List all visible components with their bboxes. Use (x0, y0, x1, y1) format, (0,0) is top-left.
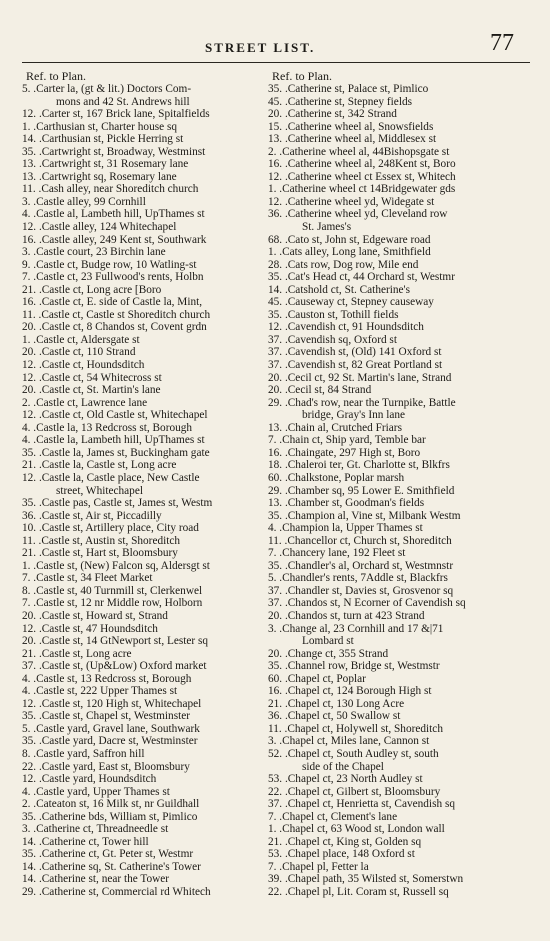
street-entry: 37. .Cavendish st, (Old) 141 Oxford st (268, 346, 442, 359)
street-entry: 35. .Causton st, Tothill fields (268, 308, 399, 321)
street-entry: 68. .Cato st, John st, Edgeware road (268, 233, 431, 246)
street-entry: 16. .Chapel ct, 124 Borough High st (268, 685, 432, 698)
street-entry: 7. .Chain ct, Ship yard, Temble bar (268, 434, 426, 447)
street-entry: 20. .Change ct, 355 Strand (268, 647, 389, 660)
street-entry: 16. .Catherine wheel al, 248Kent st, Boro (268, 158, 456, 171)
street-entry: 7. .Chancery lane, 192 Fleet st (268, 547, 406, 560)
street-entry: 4. .Castle st, 13 Redcross st, Borough (22, 672, 192, 685)
street-entry: 7. .Chapel ct, Clement's lane (268, 810, 398, 823)
street-entry: 35. .Champion al, Vine st, Milbank Westm (268, 509, 461, 522)
street-entry: 3. .Catherine ct, Threadneedle st (22, 823, 169, 836)
street-entry: 1. .Castle st, (New) Falcon sq, Aldersgt st (22, 559, 210, 572)
street-entry: 52. .Chapel ct, South Audley st, south (268, 747, 439, 760)
street-entry: 20. .Castle ct, 8 Chandos st, Covent grdn (22, 321, 207, 334)
street-entry: 4. .Castle la, Lambeth hill, UpThames st (22, 434, 205, 447)
street-entry: 1. .Catherine wheel ct 14Bridgewater gds (268, 183, 456, 196)
street-entry: 3. .Chapel ct, Miles lane, Cannon st (268, 735, 430, 748)
street-entry: 13. .Chain al, Crutched Friars (268, 421, 402, 434)
street-entry: 22. .Castle yard, East st, Bloomsbury (22, 760, 190, 773)
street-entry: 1. .Carthusian st, Charter house sq (22, 120, 177, 133)
right-column (268, 70, 530, 899)
street-entry: 35. .Catherine bds, William st, Pimlico (22, 810, 198, 823)
street-entry: 36. .Catherine wheel yd, Cleveland row (268, 208, 448, 221)
street-entry: 4. .Castle yard, Upper Thames st (22, 785, 170, 798)
street-entry: 21. .Castle st, Hart st, Bloomsbury (22, 547, 178, 560)
street-entry: 35. .Castle yard, Dacre st, Westminster (22, 735, 198, 748)
street-entry: 20. .Castle ct, St. Martin's lane (22, 384, 161, 397)
street-entry: street, Whitechapel (56, 484, 143, 497)
street-entry: 22. .Chapel pl, Lit. Coram st, Russell sq (268, 886, 449, 898)
street-entry: 20. .Castle ct, 110 Strand (22, 346, 136, 359)
street-entry: 60. .Chalkstone, Poplar marsh (268, 471, 405, 484)
street-entry: 5. .Carter la, (gt & lit.) Doctors Com- (22, 83, 192, 95)
street-entry: 3. .Castle court, 23 Birchin lane (22, 246, 166, 259)
street-entry: 35. .Chandler's al, Orchard st, Westmnstr (268, 559, 454, 572)
street-entry: 11. .Chancellor ct, Church st, Shoreditch (268, 534, 452, 547)
street-entry: 12. .Castle ct, 54 Whitecross st (22, 371, 162, 384)
street-entry: 3. .Castle alley, 99 Cornhill (22, 195, 146, 208)
street-entry: 3. .Change al, 23 Cornhill and 17 &|71 (268, 622, 444, 635)
street-entry: 35. .Cat's Head ct, 44 Orchard st, Westmr (268, 271, 455, 284)
street-entry: 35. .Castle pas, Castle st, James st, Westm (22, 497, 213, 510)
street-entry: 21. .Castle ct, Long acre [Boro (22, 283, 162, 296)
street-entry: 21. .Castle st, Long acre (22, 647, 132, 660)
street-entry: 13. .Cartwright sq, Rosemary lane (22, 170, 177, 183)
street-entry: 14. .Catherine ct, Tower hill (22, 835, 149, 848)
street-entry: 20. .Catherine st, 342 Strand (268, 108, 397, 121)
column-heading: Ref. to Plan. (26, 69, 86, 83)
running-title: STREET LIST. (205, 40, 316, 55)
street-entry: 11. .Castle ct, Castle st Shoreditch church (22, 308, 211, 321)
street-entry: 1. .Castle ct, Aldersgate st (22, 333, 140, 346)
page-number: 77 (490, 30, 514, 56)
street-entry: 12. .Catherine wheel ct Essex st, Whitech (268, 170, 456, 183)
street-entry: 4. .Castle st, 222 Upper Thames st (22, 685, 178, 698)
street-entry: Lombard st (302, 635, 354, 648)
street-entry: 7. .Chapel pl, Fetter la (268, 860, 369, 873)
street-entry: 8. .Castle yard, Saffron hill (22, 747, 145, 760)
street-entry: 13. .Chamber st, Goodman's fields (268, 497, 425, 510)
street-entry: 14. .Catshold ct, St. Catherine's (268, 283, 410, 296)
street-entry: 53. .Chapel ct, 23 North Audley st (268, 773, 423, 786)
street-entry: 18. .Chaleroi ter, Gt. Charlotte st, Blkfrs (268, 459, 450, 472)
street-entry: 20. .Cecil st, 84 Strand (268, 384, 372, 397)
street-entry: 5. .Chandler's rents, 7Addle st, Blackfrs (268, 572, 448, 585)
street-entry: 28. .Cats row, Dog row, Mile end (268, 258, 419, 271)
street-entry: 20. .Chandos st, turn at 423 Strand (268, 609, 425, 622)
street-entry: 20. .Castle st, Howard st, Strand (22, 609, 168, 622)
street-entry: 11. .Cash alley, near Shoreditch church (22, 183, 199, 196)
street-entry: 45. .Causeway ct, Stepney causeway (268, 296, 434, 309)
street-entry: 37. .Chapel ct, Henrietta st, Cavendish sq (268, 798, 455, 811)
street-entry: 21. .Chapel ct, King st, Golden sq (268, 835, 422, 848)
street-entry: 10. .Castle st, Artillery place, City road (22, 522, 199, 535)
street-entry: 35. .Catherine ct, Gt. Peter st, Westmr (22, 848, 194, 861)
street-entry: 2. .Cateaton st, 16 Milk st, nr Guildhall (22, 798, 200, 811)
street-entry: 12. .Castle la, Castle place, New Castle (22, 471, 200, 484)
header-rule (22, 62, 530, 63)
street-entry: 37. .Chandler st, Davies st, Grosvenor sq (268, 584, 454, 597)
street-entry: 29. .Catherine st, Commercial rd Whitech (22, 886, 211, 898)
page-header (0, 30, 550, 60)
street-entry: 29. .Chamber sq, 95 Lower E. Smithfield (268, 484, 455, 497)
street-entry: 7. .Castle st, 34 Fleet Market (22, 572, 153, 585)
street-entry: 12. .Castle st, 47 Houndsditch (22, 622, 158, 635)
street-entry: 8. .Castle st, 40 Turnmill st, Clerkenwel (22, 584, 203, 597)
street-entry: 12. .Cavendish ct, 91 Houndsditch (268, 321, 424, 334)
street-entry: 21. .Chapel ct, 130 Long Acre (268, 697, 405, 710)
street-entry: 11. .Castle st, Austin st, Shoreditch (22, 534, 181, 547)
street-entry: 1. .Cats alley, Long lane, Smithfield (268, 246, 431, 259)
street-entry: side of the Chapel (302, 760, 384, 773)
street-entry: mons and 42 St. Andrews hill (56, 95, 190, 108)
street-entry: 35. .Channel row, Bridge st, Westmstr (268, 660, 440, 673)
street-entry: 29. .Chad's row, near the Turnpike, Battle (268, 396, 456, 409)
street-entry: 5. .Castle yard, Gravel lane, Southwark (22, 722, 200, 735)
street-entry: 12. .Catherine wheel yd, Widegate st (268, 195, 435, 208)
street-entry: bridge, Gray's Inn lane (302, 409, 406, 422)
street-entry: 53. .Chapel place, 148 Oxford st (268, 848, 415, 861)
column-heading: Ref. to Plan. (272, 69, 332, 83)
street-entry: 37. .Chandos st, N Ecorner of Cavendish sq (268, 597, 466, 610)
street-entry: 37. .Cavendish sq, Oxford st (268, 333, 397, 346)
street-entry: 14. .Carthusian st, Pickle Herring st (22, 133, 184, 146)
street-entry: St. James's (302, 221, 352, 234)
street-entry: 20. .Cecil ct, 92 St. Martin's lane, Strand (268, 371, 452, 384)
street-entry: 35. .Catherine st, Palace st, Pimlico (268, 83, 429, 95)
street-entry: 14. .Catherine sq, St. Catherine's Tower (22, 860, 201, 873)
street-entry: 7. .Castle st, 12 nr Middle row, Holborn (22, 597, 203, 610)
street-entry: 2. .Catherine wheel al, 44Bishopsgate st (268, 145, 450, 158)
street-entry: 4. .Castle la, 13 Redcross st, Borough (22, 421, 193, 434)
street-entry: 39. .Chapel path, 35 Wilsted st, Somerstwn (268, 873, 464, 886)
street-entry: 4. .Champion la, Upper Thames st (268, 522, 423, 535)
street-entry: 36. .Chapel ct, 50 Swallow st (268, 710, 401, 723)
left-column (22, 70, 267, 899)
street-entry: 22. .Chapel ct, Gilbert st, Bloomsbury (268, 785, 441, 798)
street-entry: 9. .Castle ct, Budge row, 10 Watling-st (22, 258, 197, 271)
street-entry: 37. .Cavendish st, 82 Great Portland st (268, 359, 443, 372)
street-entry: 35. .Castle la, James st, Buckingham gate (22, 446, 210, 459)
street-entry: 11. .Chapel ct, Holywell st, Shoreditch (268, 722, 443, 735)
street-entry: 37. .Castle st, (Up&Low) Oxford market (22, 660, 207, 673)
street-entry: 20. .Castle st, 14 GtNewport st, Lester sq (22, 635, 209, 648)
street-entry: 12. .Castle st, 120 High st, Whitechapel (22, 697, 202, 710)
street-entry: 35. .Cartwright st, Broadway, Westminst (22, 145, 206, 158)
street-entry: 45. .Catherine st, Stepney fields (268, 95, 413, 108)
street-entry: 12. .Castle ct, Old Castle st, Whitechapel (22, 409, 208, 422)
street-entry: 16. .Castle ct, E. side of Castle la, Mint, (22, 296, 203, 309)
street-entry: 13. .Cartwright st, 31 Rosemary lane (22, 158, 189, 171)
street-entry: 2. .Castle ct, Lawrence lane (22, 396, 148, 409)
street-entry: 12. .Castle yard, Houndsditch (22, 773, 157, 786)
street-entry: 7. .Castle ct, 23 Fullwood's rents, Holbn (22, 271, 204, 284)
street-entry: 15. .Catherine wheel al, Snowsfields (268, 120, 434, 133)
street-entry: 12. .Carter st, 167 Brick lane, Spitalfields (22, 108, 210, 121)
street-entry: 12. .Castle alley, 124 Whitechapel (22, 221, 177, 234)
street-entry: 35. .Castle st, Chapel st, Westminster (22, 710, 191, 723)
street-entry: 12. .Castle ct, Houndsditch (22, 359, 145, 372)
street-entry: 21. .Castle la, Castle st, Long acre (22, 459, 177, 472)
street-entry: 14. .Catherine st, near the Tower (22, 873, 170, 886)
street-entry: 16. .Castle alley, 249 Kent st, Southwark (22, 233, 207, 246)
street-entry: 60. .Chapel ct, Poplar (268, 672, 366, 685)
street-entry: 1. .Chapel ct, 63 Wood st, London wall (268, 823, 445, 836)
street-entry: 13. .Catherine wheel al, Middlesex st (268, 133, 437, 146)
street-entry: 36. .Castle st, Air st, Piccadilly (22, 509, 162, 522)
street-entry: 4. .Castle al, Lambeth hill, UpThames st (22, 208, 205, 221)
street-entry: 16. .Chaingate, 297 High st, Boro (268, 446, 421, 459)
